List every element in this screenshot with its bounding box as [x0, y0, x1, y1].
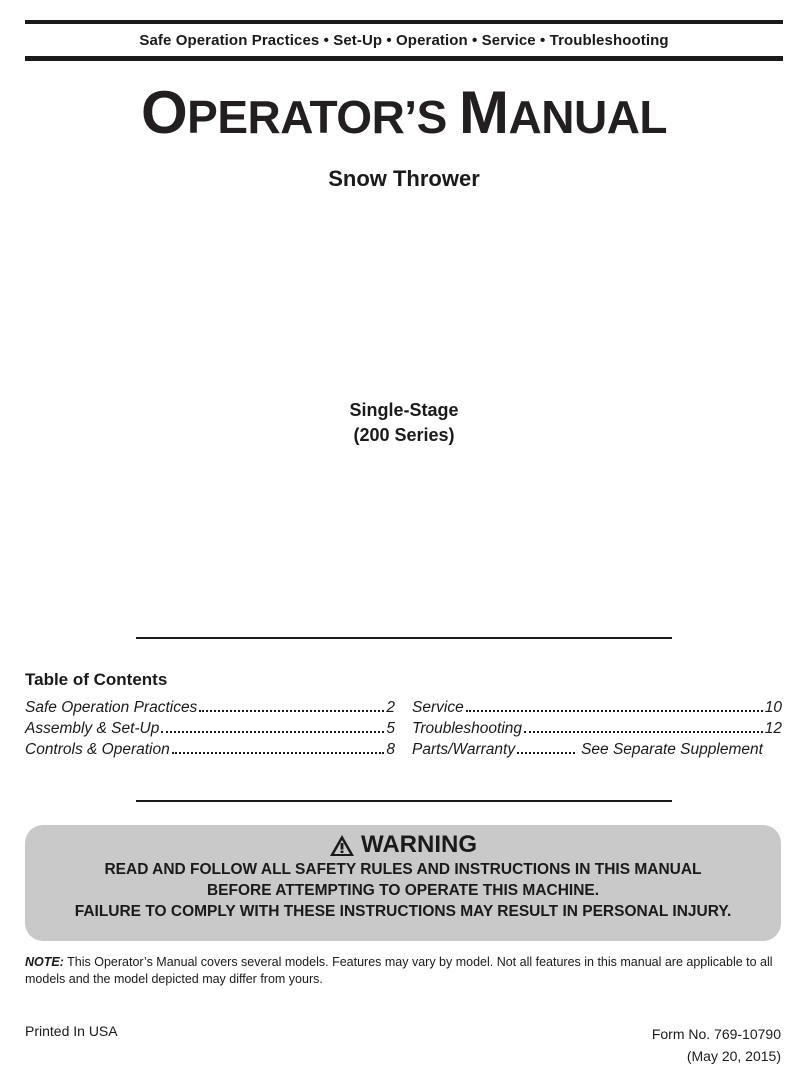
header-tagline: Safe Operation Practices • Set-Up • Operation • Service • Troubleshooting: [139, 32, 669, 49]
page-title: OPERATOR’S MANUAL: [140, 79, 668, 146]
toc-entry[interactable]: Assembly & Set-Up 5: [25, 720, 395, 737]
top-rule-lower: [25, 56, 783, 61]
form-date: (May 20, 2015): [686, 1048, 781, 1064]
warning-line-1: READ AND FOLLOW ALL SAFETY RULES AND INSTRUCTIONS IN THIS MANUAL: [104, 861, 702, 878]
toc-left-column: [25, 697, 395, 760]
warning-triangle-icon: [329, 834, 355, 857]
toc-entry[interactable]: Parts/Warranty See Separate Supplement: [412, 741, 763, 758]
toc-right-column: [412, 697, 782, 760]
toc-entry[interactable]: Safe Operation Practices 2: [25, 699, 395, 716]
note-text: This Operator’s Manual covers several models. Features may vary by model. Not all features in this manual are applicable to all models and the model depicted may differ from yours.: [25, 955, 773, 986]
printed-in: Printed In USA: [25, 1023, 118, 1039]
note-label: NOTE:: [25, 955, 64, 969]
toc-entry[interactable]: Troubleshooting 12: [412, 720, 782, 737]
form-number-block: [652, 1023, 781, 1067]
warning-line-3: FAILURE TO COMPLY WITH THESE INSTRUCTIONS MAY RESULT IN PERSONAL INJURY.: [74, 903, 732, 920]
product-subtitle: Snow Thrower: [328, 166, 480, 191]
form-number: Form No. 769-10790: [651, 1026, 781, 1042]
model-line-2: (200 Series): [353, 425, 455, 445]
warning-title: WARNING: [361, 831, 477, 858]
note-paragraph: [25, 954, 785, 988]
toc-entry[interactable]: Service 10: [412, 699, 782, 716]
model-info: [0, 398, 808, 448]
top-rule-upper: [25, 20, 783, 24]
divider-upper: [136, 637, 672, 639]
warning-line-2: BEFORE ATTEMPTING TO OPERATE THIS MACHINE.: [206, 882, 600, 899]
warning-box: [25, 825, 781, 941]
divider-lower: [136, 800, 672, 802]
model-line-1: Single-Stage: [349, 400, 459, 420]
toc-heading: Table of Contents: [25, 670, 168, 689]
toc-entry[interactable]: Controls & Operation 8: [25, 741, 395, 758]
